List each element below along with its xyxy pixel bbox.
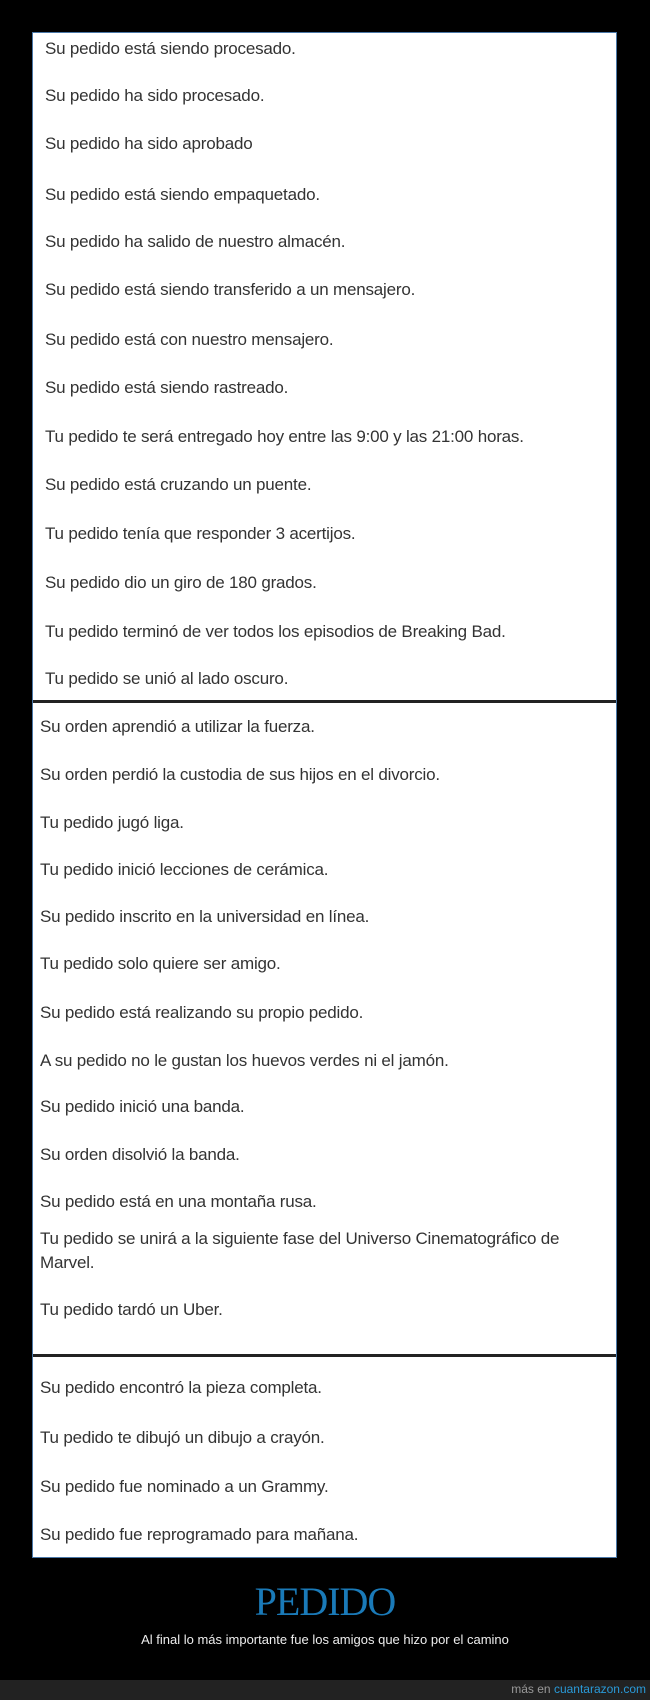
status-message: Su pedido inició una banda.: [40, 1097, 245, 1116]
status-message: Tu pedido se unió al lado oscuro.: [45, 669, 289, 688]
footer-bar: [0, 1680, 650, 1700]
status-message: Su pedido ha sido aprobado: [45, 134, 253, 153]
status-message: Tu pedido tardó un Uber.: [40, 1300, 223, 1319]
status-message: Su pedido está cruzando un puente.: [45, 475, 312, 494]
status-message: Tu pedido se unirá a la siguiente fase del Universo Cinematográfico de Marvel.: [40, 1229, 560, 1272]
status-message: Tu pedido te dibujó un dibujo a crayón.: [40, 1428, 325, 1447]
status-message: Su pedido está siendo procesado.: [45, 39, 296, 58]
status-message: Tu pedido solo quiere ser amigo.: [40, 954, 281, 973]
footer-credit: [511, 1682, 646, 1696]
status-message: Tu pedido terminó de ver todos los episodios de Breaking Bad.: [45, 622, 506, 641]
status-message: Su pedido está siendo transferido a un mensajero.: [45, 280, 416, 299]
status-message: Su pedido encontró la pieza completa.: [40, 1378, 322, 1397]
status-message: Su pedido dio un giro de 180 grados.: [45, 573, 317, 592]
status-message: Su pedido fue nominado a un Grammy.: [40, 1477, 329, 1496]
meme-subtitle: Al final lo más importante fue los amigos que hizo por el camino: [141, 1632, 509, 1647]
status-message: Su orden disolvió la banda.: [40, 1145, 240, 1164]
status-message: Su pedido ha salido de nuestro almacén.: [45, 232, 346, 251]
status-message: Su orden aprendió a utilizar la fuerza.: [40, 717, 315, 736]
status-message: Su pedido está siendo rastreado.: [45, 378, 289, 397]
footer-prefix: más en: [511, 1682, 554, 1696]
site-link[interactable]: cuantarazon.com: [553, 1682, 646, 1696]
status-message: A su pedido no le gustan los huevos verdes ni el jamón.: [40, 1051, 449, 1070]
status-panel-2: [33, 703, 616, 1354]
meme-image-frame: [32, 32, 617, 1558]
status-message: Su pedido está siendo empaquetado.: [45, 185, 320, 204]
status-message: Tu pedido te será entregado hoy entre las 9:00 y las 21:00 horas.: [45, 427, 524, 446]
status-message: Su pedido está con nuestro mensajero.: [45, 330, 334, 349]
status-message: Su pedido está realizando su propio pedido.: [40, 1003, 364, 1022]
status-panel-1: [33, 33, 616, 700]
status-message: Su pedido fue reprogramado para mañana.: [40, 1525, 359, 1544]
status-message: Su orden perdió la custodia de sus hijos en el divorcio.: [40, 765, 440, 784]
status-message: Tu pedido inició lecciones de cerámica.: [40, 860, 329, 879]
status-panel-3: [33, 1357, 616, 1557]
status-message: Tu pedido jugó liga.: [40, 813, 184, 832]
status-message: Tu pedido tenía que responder 3 acertijos.: [45, 524, 356, 543]
status-message: Su pedido ha sido procesado.: [45, 86, 265, 105]
status-message: Su pedido inscrito en la universidad en línea.: [40, 907, 370, 926]
status-message: Su pedido está en una montaña rusa.: [40, 1192, 317, 1211]
meme-title: PEDIDO: [254, 1579, 396, 1624]
